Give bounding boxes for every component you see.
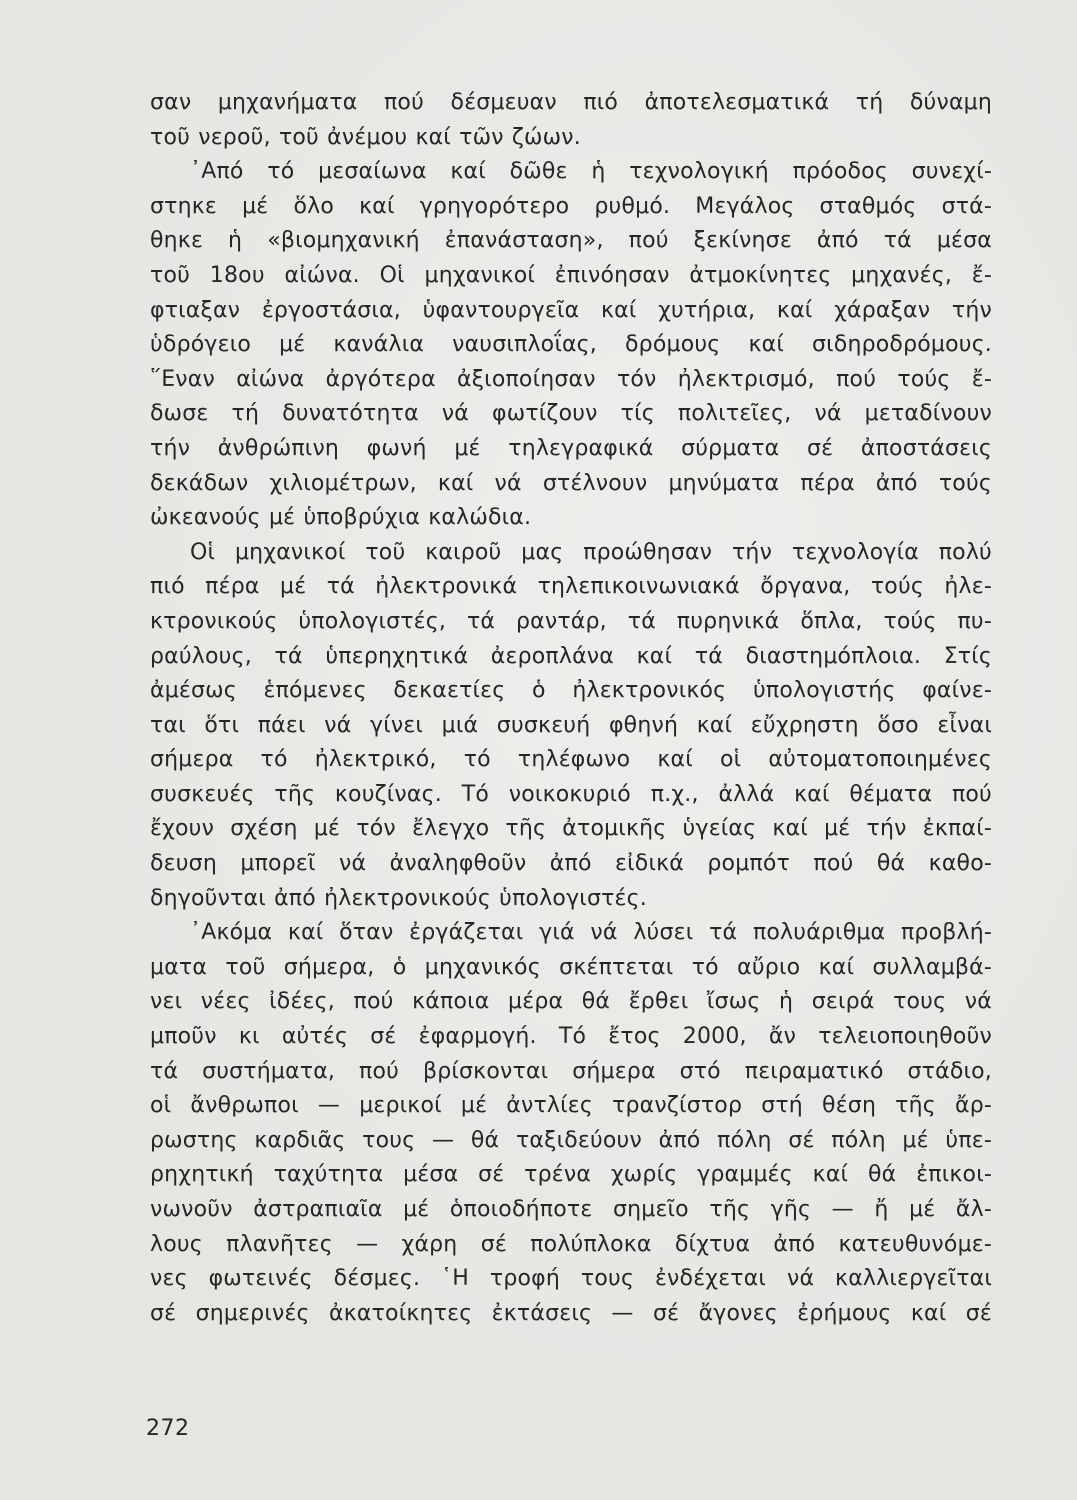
text-line: ται ὅτι πάει νά γίνει μιά συσκευή φθηνή καί εὔχρηστη ὅσο εἶναι [150, 712, 992, 738]
text-line: ρωστης καρδιᾶς τους — θά ταξιδεύουν ἀπό πόλη σέ πόλη μέ ὑπε- [150, 1127, 992, 1153]
text-line: θηκε ἡ «βιομηχανική ἐπανάσταση», πού ξεκίνησε ἀπό τά μέσα [150, 228, 992, 254]
text-line: ὠκεανούς μέ ὑποβρύχια καλώδια. [150, 505, 532, 531]
text-line: δευση μπορεῖ νά ἀναληφθοῦν ἀπό εἰδικά ρομπότ πού θά καθο- [150, 851, 992, 877]
text-line: ὑδρόγειο μέ κανάλια ναυσιπλοΐας, δρόμους καί σιδηροδρόμους. [150, 332, 992, 358]
text-line: σήμερα τό ἠλεκτρικό, τό τηλέφωνο καί οἱ αὐτοματοποιημένες [150, 747, 992, 773]
text-line: τά συστήματα, πού βρίσκονται σήμερα στό πειραματικό στάδιο, [150, 1058, 992, 1084]
text-line: ἔχουν σχέση μέ τόν ἔλεγχο τῆς ἀτομικῆς ὑγείας καί μέ τήν ἐκπαί- [150, 816, 992, 842]
text-line: σέ σημερινές ἀκατοίκητες ἐκτάσεις — σέ ἄγονες ἐρήμους καί σέ [150, 1300, 992, 1326]
text-line: τοῦ 18ου αἰώνα. Οἱ μηχανικοί ἐπινόησαν ἀτμοκίνητες μηχανές, ἔ- [150, 262, 992, 288]
text-line: κτρονικούς ὑπολογιστές, τά ραντάρ, τά πυρηνικά ὅπλα, τούς πυ- [150, 608, 992, 634]
text-line: οἱ ἄνθρωποι — μερικοί μέ ἀντλίες τρανζίστορ στή θέση τῆς ἄρ- [150, 1093, 992, 1119]
text-line: ραύλους, τά ὑπερηχητικά ἀεροπλάνα καί τά διαστημόπλοια. Στίς [150, 643, 992, 669]
text-line: συσκευές τῆς κουζίνας. Τό νοικοκυριό π.χ., ἀλλά καί θέματα πού [150, 781, 992, 807]
text-line: λους πλανῆτες — χάρη σέ πολύπλοκα δίχτυα ἀπό κατευθυνόμε- [150, 1231, 992, 1257]
text-line: δεκάδων χιλιομέτρων, καί νά στέλνουν μηνύματα πέρα ἀπό τούς [150, 470, 992, 496]
text-line: τήν ἀνθρώπινη φωνή μέ τηλεγραφικά σύρματα σέ ἀποστάσεις [150, 435, 992, 461]
page-number: 272 [146, 1416, 190, 1441]
text-line: φτιαξαν ἐργοστάσια, ὑφαντουργεῖα καί χυτήρια, καί χάραξαν τήν [150, 297, 992, 323]
text-line: πιό πέρα μέ τά ἠλεκτρονικά τηλεπικοινωνιακά ὄργανα, τούς ἠλε- [150, 574, 992, 600]
text-line: δωσε τή δυνατότητα νά φωτίζουν τίς πολιτεῖες, νά μεταδίνουν [150, 401, 992, 427]
text-line: στηκε μέ ὅλο καί γρηγορότερο ρυθμό. Μεγάλος σταθμός στά- [150, 193, 992, 219]
text-line: ῞Εναν αἰώνα ἀργότερα ἀξιοποίησαν τόν ἠλεκτρισμό, πού τούς ἔ- [150, 366, 992, 392]
body-text [150, 86, 992, 1331]
text-line: ἀμέσως ἑπόμενες δεκαετίες ὁ ἠλεκτρονικός ὑπολογιστής φαίνε- [150, 678, 992, 704]
text-line: μποῦν κι αὐτές σέ ἐφαρμογή. Τό ἔτος 2000, ἄν τελειοποιηθοῦν [150, 1024, 992, 1050]
text-line: νες φωτεινές δέσμες. ῾Η τροφή τους ἐνδέχεται νά καλλιεργεῖται [150, 1266, 992, 1292]
text-line: δηγοῦνται ἀπό ἠλεκτρονικούς ὑπολογιστές. [150, 885, 647, 911]
text-line: σαν μηχανήματα πού δέσμευαν πιό ἀποτελεσματικά τή δύναμη [150, 90, 992, 115]
text-line: ᾿Από τό μεσαίωνα καί δῶθε ἡ τεχνολογική πρόοδος συνεχί- [190, 159, 992, 185]
text-line: ρηχητική ταχύτητα μέσα σέ τρένα χωρίς γραμμές καί θά ἐπικοι- [150, 1162, 992, 1188]
text-line: νωνοῦν ἀστραπιαῖα μέ ὁποιοδήποτε σημεῖο τῆς γῆς — ἤ μέ ἄλ- [150, 1197, 992, 1222]
text-line: Οἱ μηχανικοί τοῦ καιροῦ μας προώθησαν τήν τεχνολογία πολύ [190, 539, 992, 565]
text-line: τοῦ νεροῦ, τοῦ ἀνέμου καί τῶν ζώων. [150, 124, 581, 150]
text-line: ματα τοῦ σήμερα, ὁ μηχανικός σκέπτεται τό αὔριο καί συλλαμβά- [150, 954, 992, 980]
text-line: νει νέες ἰδέες, πού κάποια μέρα θά ἔρθει ἴσως ἡ σειρά τους νά [150, 989, 992, 1015]
text-line: ᾿Ακόμα καί ὅταν ἐργάζεται γιά νά λύσει τά πολυάριθμα προβλή- [190, 920, 992, 946]
